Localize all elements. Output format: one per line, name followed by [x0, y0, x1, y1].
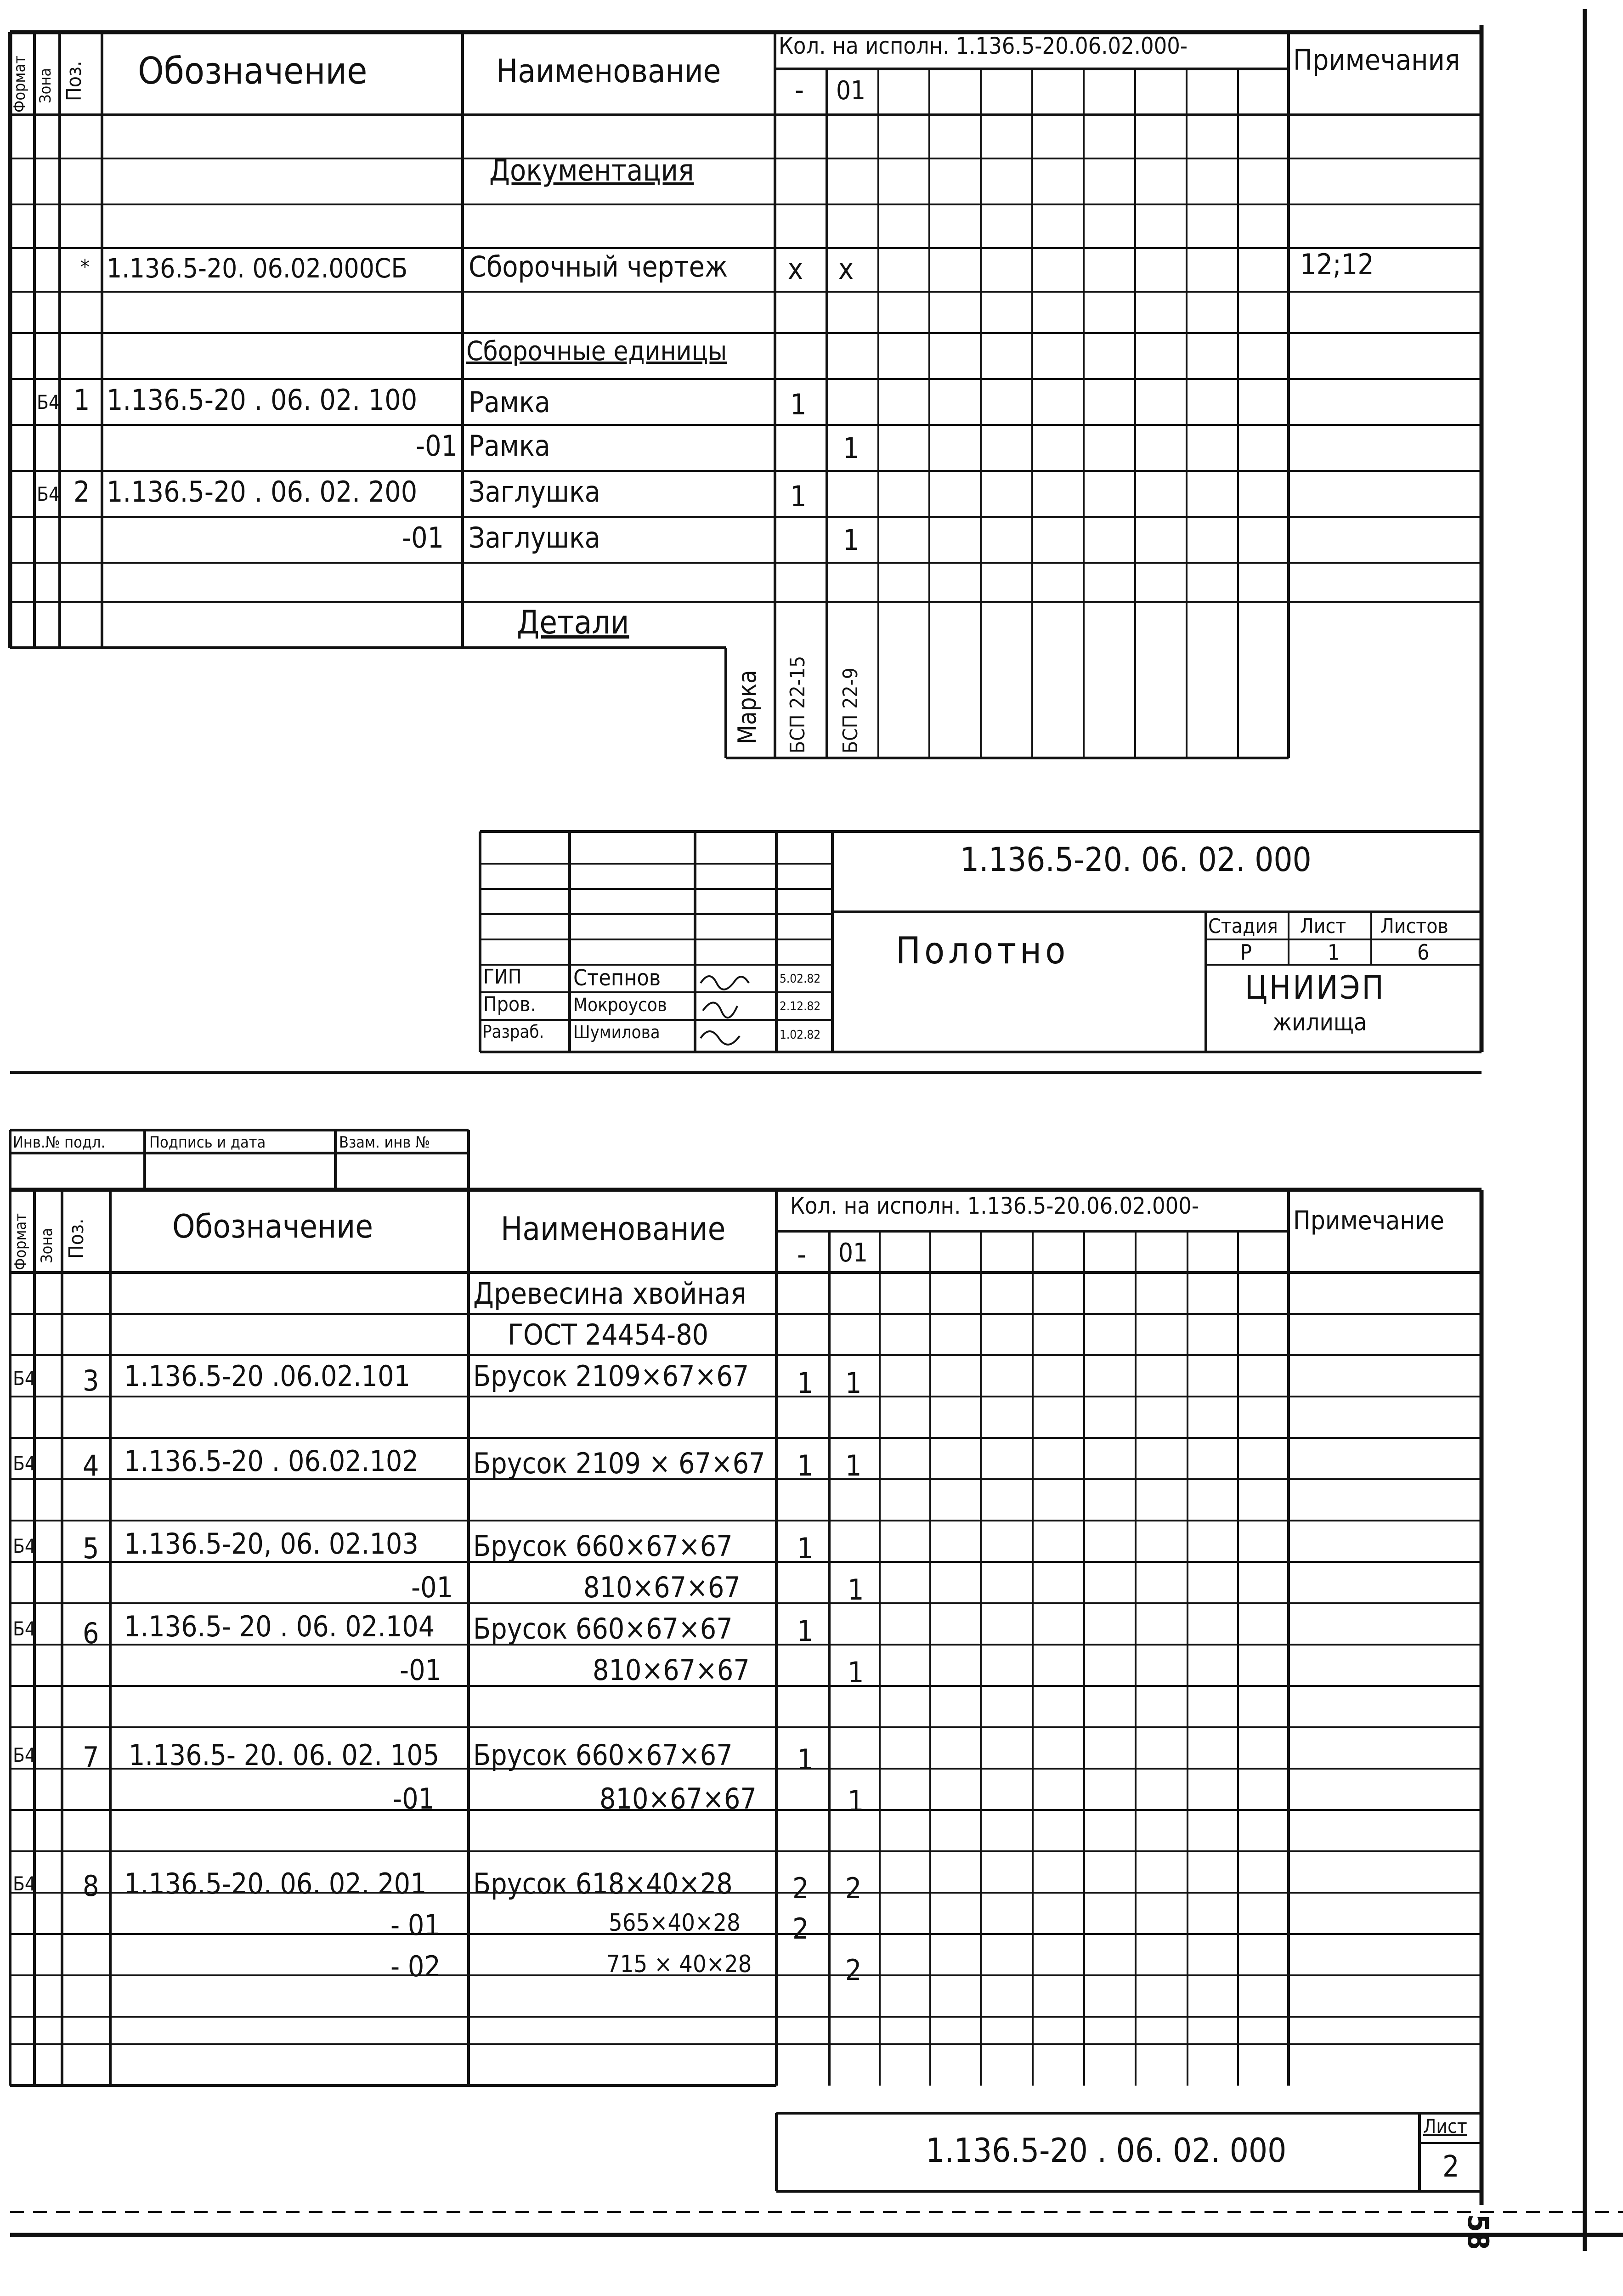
- signer-name: Степнов: [573, 965, 661, 991]
- row-format: Б4: [13, 1452, 36, 1475]
- section-documentation: Документация: [489, 154, 694, 188]
- row-qty2: 1: [845, 1366, 862, 1400]
- row-position: 1: [74, 383, 90, 417]
- material-name: Древесина хвойная: [473, 1277, 746, 1311]
- row-name: 715 × 40×28: [606, 1951, 752, 1978]
- footer-sheet-number: 2: [1442, 2150, 1459, 2184]
- row-qty1: 1: [797, 1614, 814, 1648]
- header-qty-dash: -: [795, 73, 804, 107]
- header-position: Поз.: [65, 1218, 88, 1259]
- row-name: Брусок 2109 × 67×67: [473, 1447, 765, 1480]
- row-format: Б4: [37, 483, 60, 505]
- row-name: 565×40×28: [609, 1909, 741, 1937]
- marka-label: Марка: [733, 670, 762, 744]
- sheet-value: 1: [1328, 940, 1340, 965]
- section-details: Детали: [517, 604, 629, 641]
- organization-name: ЦНИИЭП: [1245, 969, 1385, 1007]
- signer-name: Шумилова: [573, 1022, 660, 1042]
- row-qty1: 1: [797, 1532, 814, 1565]
- row-designation: -01: [411, 1571, 453, 1604]
- row-qty1: 1: [797, 1449, 814, 1482]
- title-code: 1.136.5-20. 06. 02. 000: [960, 840, 1312, 879]
- row-format: Б4: [13, 1535, 36, 1557]
- row-qty1: 1: [790, 388, 807, 421]
- sheets-value: 6: [1417, 940, 1430, 965]
- header-format: Формат: [11, 1213, 30, 1270]
- signer-date: 1.02.82: [780, 1028, 821, 1042]
- organization-subname: жилища: [1272, 1009, 1367, 1036]
- row-qty2: 1: [843, 523, 860, 557]
- header-designation: Обозначение: [172, 1208, 373, 1245]
- row-position: 8: [83, 1869, 99, 1903]
- row-format: Б4: [13, 1744, 36, 1766]
- header-quantity: Кол. на исполн. 1.136.5-20.06.02.000-: [790, 1193, 1199, 1219]
- row-name: Брусок 2109×67×67: [473, 1359, 749, 1393]
- row-designation: 1.136.5-20. 06.02.000СБ: [107, 253, 408, 284]
- header-notes: Примечание: [1293, 1206, 1444, 1236]
- signer-role: ГИП: [483, 965, 522, 989]
- stage-value: Р: [1240, 940, 1252, 965]
- row-designation: 1.136.5-20 . 06.02.102: [124, 1444, 418, 1478]
- row-designation: 1.136.5-20 . 06. 02. 100: [107, 383, 418, 417]
- row-name: Сборочный чертеж: [469, 250, 728, 283]
- header-name: Наименование: [501, 1210, 726, 1248]
- row-designation: -01: [416, 429, 458, 463]
- row-name: Заглушка: [469, 521, 600, 554]
- row-name: Брусок 660×67×67: [473, 1612, 733, 1646]
- header-quantity: Кол. на исполн. 1.136.5-20.06.02.000-: [779, 33, 1188, 59]
- row-name: 810×67×67: [599, 1782, 757, 1815]
- row-format: Б4: [13, 1367, 36, 1390]
- row-designation: -01: [402, 521, 444, 554]
- row-position: 4: [83, 1449, 99, 1482]
- row-qty1: 2: [792, 1872, 809, 1905]
- row-qty2: 1: [843, 431, 860, 465]
- row-designation: - 01: [390, 1908, 441, 1942]
- row-name: Брусок 660×67×67: [473, 1738, 733, 1772]
- row-designation: 1.136.5- 20 . 06. 02.104: [124, 1610, 435, 1643]
- row-designation: 1.136.5-20. 06. 02. 201: [124, 1867, 427, 1900]
- marka-value-1: БСП 22-15: [786, 656, 809, 753]
- row-qty2: 1: [848, 1656, 864, 1689]
- header-zone: Зона: [38, 1227, 56, 1263]
- row-name: Брусок 660×67×67: [473, 1529, 733, 1563]
- header-qty-01: 01: [836, 76, 866, 106]
- row-qty1: 1: [797, 1743, 814, 1776]
- footer-sheet-label: Лист: [1423, 2115, 1467, 2138]
- row-qty1: 2: [792, 1912, 809, 1945]
- row-designation: 1.136.5-20 .06.02.101: [124, 1359, 411, 1393]
- signature-date-label: Подпись и дата: [149, 1133, 266, 1152]
- header-position: Поз.: [62, 61, 86, 101]
- row-qty1: 1: [797, 1366, 814, 1400]
- signer-role: Разраб.: [482, 1022, 544, 1042]
- signature-marks: [696, 965, 776, 1052]
- section-assembly: Сборочные единицы: [466, 335, 727, 367]
- row-name: Брусок 618×40×28: [473, 1867, 733, 1900]
- row-mark: *: [80, 255, 90, 279]
- row-qty2: x: [838, 252, 854, 286]
- row-name: 810×67×67: [583, 1571, 741, 1604]
- header-format: Формат: [11, 55, 29, 113]
- marka-value-2: БСП 22-9: [839, 667, 862, 753]
- row-format: Б4: [13, 1872, 36, 1895]
- inventory-number-label: Инв.№ подл.: [13, 1133, 106, 1152]
- signer-name: Мокроусов: [573, 995, 667, 1016]
- header-qty-dash: -: [797, 1238, 807, 1271]
- row-qty2: 2: [845, 1953, 862, 1987]
- row-qty2: 2: [845, 1872, 862, 1905]
- footer-code: 1.136.5-20 . 06. 02. 000: [926, 2131, 1287, 2170]
- row-qty1: x: [788, 252, 803, 286]
- row-name: Рамка: [469, 385, 550, 419]
- sheet-label: Лист: [1300, 915, 1346, 938]
- signer-date: 5.02.82: [780, 972, 821, 986]
- row-name: 810×67×67: [593, 1653, 750, 1687]
- header-zone: Зона: [36, 68, 55, 103]
- row-qty2: 1: [848, 1573, 864, 1606]
- row-qty2: 1: [848, 1784, 864, 1818]
- row-position: 6: [83, 1617, 99, 1650]
- row-position: 3: [83, 1364, 99, 1397]
- material-standard: ГОСТ 24454-80: [508, 1318, 709, 1352]
- stage-label: Стадия: [1208, 915, 1278, 938]
- header-qty-01: 01: [838, 1238, 868, 1268]
- row-designation: 1.136.5-20, 06. 02.103: [124, 1527, 418, 1561]
- row-position: 5: [83, 1532, 99, 1565]
- header-notes: Примечания: [1293, 43, 1460, 77]
- replacement-inventory-label: Взам. инв №: [339, 1133, 430, 1152]
- row-designation: 1.136.5- 20. 06. 02. 105: [129, 1738, 440, 1772]
- header-designation: Обозначение: [138, 50, 368, 92]
- row-qty1: 1: [790, 480, 807, 513]
- row-designation: - 02: [390, 1950, 441, 1983]
- row-position: 7: [83, 1741, 99, 1774]
- row-designation: 1.136.5-20 . 06. 02. 200: [107, 475, 418, 509]
- row-designation: -01: [400, 1653, 442, 1687]
- header-name: Наименование: [496, 52, 721, 90]
- row-notes: 12;12: [1300, 248, 1374, 281]
- signer-role: Пров.: [483, 993, 537, 1016]
- row-format: Б4: [37, 391, 60, 413]
- row-designation: -01: [393, 1782, 435, 1815]
- title-name: Полотно: [896, 929, 1069, 972]
- signer-date: 2.12.82: [780, 1000, 821, 1013]
- row-position: 2: [74, 475, 90, 509]
- row-qty2: 1: [845, 1449, 862, 1482]
- row-name: Рамка: [469, 429, 550, 463]
- row-format: Б4: [13, 1617, 36, 1640]
- margin-page-number: 58: [1461, 2214, 1495, 2250]
- row-name: Заглушка: [469, 475, 600, 509]
- sheets-label: Листов: [1380, 915, 1448, 938]
